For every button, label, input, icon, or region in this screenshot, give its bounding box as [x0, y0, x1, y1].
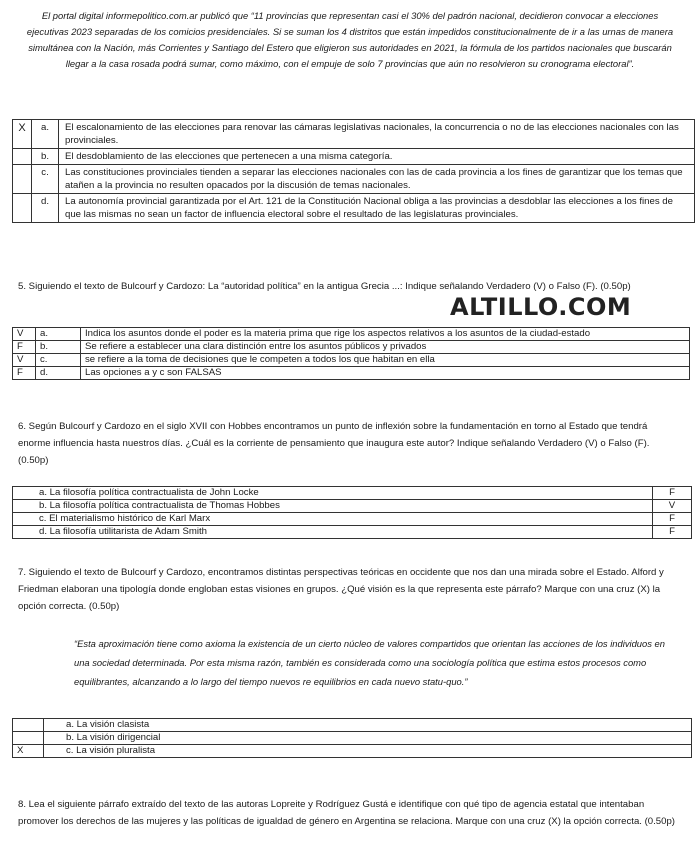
table-row: [13, 745, 692, 758]
option-text: Las opciones a y c son FALSAS: [81, 367, 690, 380]
answer-mark[interactable]: F: [653, 487, 692, 500]
option-text: Se refiere a establecer una clara distinción entre los asuntos públicos y privados: [81, 341, 690, 354]
table-row: [13, 732, 692, 745]
option-text: se refiere a la toma de decisiones que le competen a todos los que habitan en ella: [81, 354, 690, 367]
table-row: [13, 367, 690, 380]
table-row: [13, 328, 690, 341]
question6-options-table: [12, 486, 692, 539]
option-text: a. La filosofía política contractualista de John Locke: [13, 487, 653, 500]
answer-mark[interactable]: [13, 149, 32, 165]
table-row: [13, 165, 695, 194]
option-letter: d.: [32, 194, 59, 223]
answer-mark[interactable]: F: [653, 513, 692, 526]
table-row: [13, 526, 692, 539]
option-text: c. El materialismo histórico de Karl Marx: [13, 513, 653, 526]
option-letter: a.: [32, 120, 59, 149]
table-row: [13, 341, 690, 354]
question5-options-table: [12, 327, 690, 380]
answer-mark[interactable]: F: [13, 367, 36, 380]
answer-mark[interactable]: X: [13, 745, 44, 758]
option-text: La autonomía provincial garantizada por el Art. 121 de la Constitución Nacional obliga a las provincias a desdoblar las elecciones a los fines de que las mismas no sean un factor de influencia electoral sobre el resultado de las legislaturas provinciales.: [59, 194, 695, 223]
option-text: c. La visión pluralista: [44, 745, 692, 758]
option-text: b. La visión dirigencial: [44, 732, 692, 745]
answer-mark[interactable]: [13, 719, 44, 732]
option-text: Indica los asuntos donde el poder es la materia prima que rige los aspectos relativos a los asuntos de la ciudad-estado: [81, 328, 690, 341]
option-letter: b.: [36, 341, 81, 354]
table-row: [13, 354, 690, 367]
answer-mark[interactable]: V: [13, 328, 36, 341]
option-letter: c.: [32, 165, 59, 194]
answer-mark[interactable]: [13, 165, 32, 194]
answer-mark[interactable]: [13, 194, 32, 223]
table-row: [13, 487, 692, 500]
answer-mark[interactable]: F: [653, 526, 692, 539]
answer-mark[interactable]: F: [13, 341, 36, 354]
option-text: El desdoblamiento de las elecciones que pertenecen a una misma categoría.: [59, 149, 695, 165]
site-logo: ALTILLO.COM: [450, 293, 632, 321]
option-text: a. La visión clasista: [44, 719, 692, 732]
question-5: 5. Siguiendo el texto de Bulcourf y Cardozo: La “autoridad política” en la antigua Grecia ...: Indique señalando Verdadero (V) o Falso (F). (0.50p): [18, 281, 631, 292]
table-row: [13, 719, 692, 732]
answer-mark[interactable]: [13, 732, 44, 745]
table-row: [13, 513, 692, 526]
table-row: [13, 120, 695, 149]
option-text: El escalonamiento de las elecciones para renovar las cámaras legislativas nacionales, la concurrencia o no de las elecciones nacionales con las provinciales.: [59, 120, 695, 149]
quoted-paragraph: “Esta aproximación tiene como axioma la existencia de un cierto núcleo de valores compartidos que orientan las acciones de los individuos en una sociedad determinada. Por esta misma razón, también es considerada como una sociología política que estima estos procesos como equilibrantes, alcanzando a lo largo del tiempo nuevos re equilibrios en cada nuevo statu-quo.”: [74, 638, 665, 687]
question7-options-table: [12, 718, 692, 758]
option-text: d. La filosofía utilitarista de Adam Smith: [13, 526, 653, 539]
option-letter: d.: [36, 367, 81, 380]
question4-options-table: [12, 119, 695, 223]
question-7: 7. Siguiendo el texto de Bulcourf y Cardozo, encontramos distintas perspectivas teóricas en occidente que nos dan una mirada sobre el Estado. Alford y Friedman elaboran una tipología donde engloban estas visiones en grupos. ¿Qué visión es la que representa este párrafo? Marque con una cruz (X) la opción correcta. (0.50p): [18, 567, 664, 612]
answer-mark[interactable]: V: [653, 500, 692, 513]
option-letter: a.: [36, 328, 81, 341]
intro-paragraph: El portal digital informepolitico.com.ar publicó que “11 provincias que representan casi el 30% del padrón nacional, decidieron convocar a elecciones ejecutivas 2023 separadas de los comicios presidenciales. Si se suman los 4 distritos que están impedidos constitucionalmente de ir a las urnas de manera simultánea con la Nación, más Corrientes y Santiago del Estero que eligieron sus autoridades en 2021, la fórmula de los partidos nacionales que buscarán llegar a la casa rosada podrá sumar, como máximo, con el empuje de solo 7 provincias que aún no resolvieron su cronograma electoral”.: [26, 10, 674, 69]
table-row: [13, 500, 692, 513]
answer-mark[interactable]: X: [13, 120, 32, 149]
table-row: [13, 194, 695, 223]
option-text: Las constituciones provinciales tienden a separar las elecciones nacionales con las de cada provincia a los fines de garantizar que los temas que atañen a la provincia no resulten opacados por la discusión de temas nacionales.: [59, 165, 695, 194]
question-6: 6. Según Bulcourf y Cardozo en el siglo XVII con Hobbes encontramos un punto de inflexión sobre la fundamentación en torno al Estado que tendrá enorme influencia hasta nuestros días. ¿Cuál es la corriente de pensamiento que inaugura este autor? Indique señalando Verdadero (V) o Falso (F). (0.50p): [18, 421, 650, 466]
answer-mark[interactable]: V: [13, 354, 36, 367]
option-text: b. La filosofía política contractualista de Thomas Hobbes: [13, 500, 653, 513]
question-8: 8. Lea el siguiente párrafo extraído del texto de las autoras Lopreite y Rodríguez Gustá e identifique con qué tipo de agencia estatal que intentaban promover los derechos de las mujeres y las políticas de igualdad de género en Argentina se relaciona. Marque con una cruz (X) la opción correcta. (0.50p): [18, 799, 676, 827]
table-row: [13, 149, 695, 165]
option-letter: c.: [36, 354, 81, 367]
option-letter: b.: [32, 149, 59, 165]
